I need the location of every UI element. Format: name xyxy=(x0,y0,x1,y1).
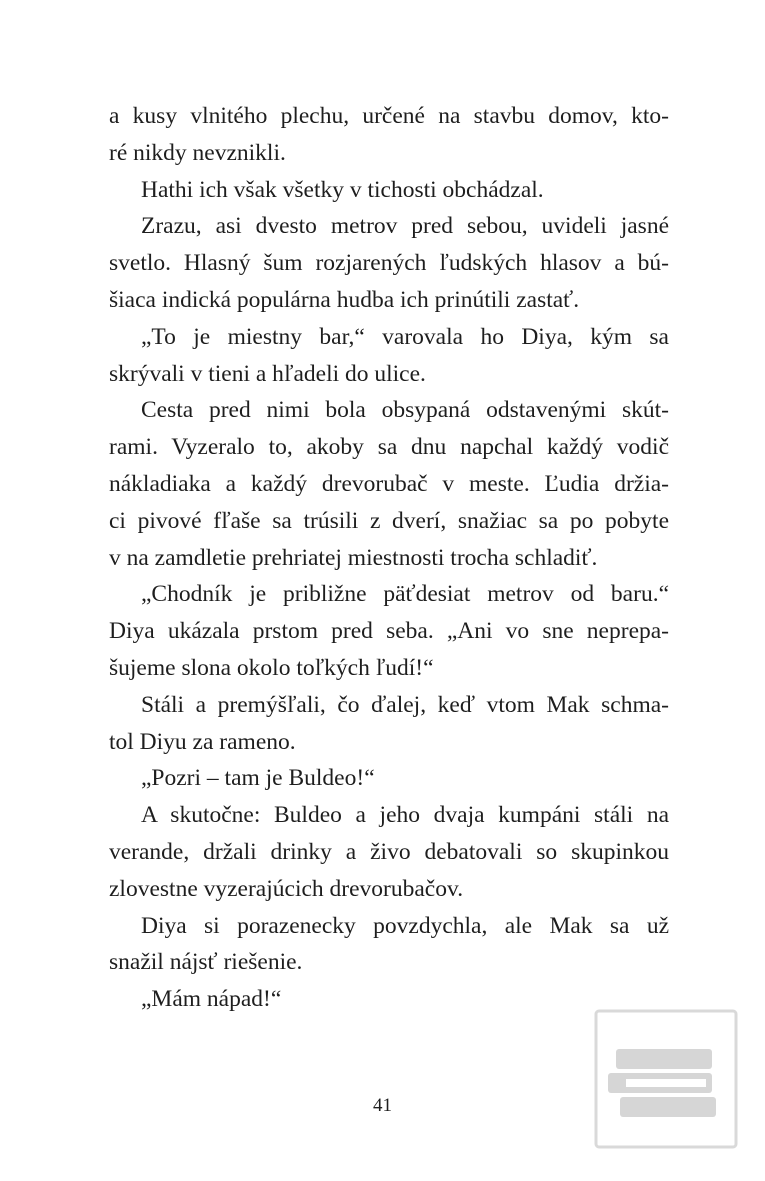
text-line: „To je miestny bar,“ varovala ho Diya, kým sa xyxy=(141,323,669,350)
text-line: zlovestne vyzerajúcich drevorubačov. xyxy=(109,875,464,902)
text-line: Stáli a premýšľali, čo ďalej, keď vtom Mak schma- xyxy=(141,691,669,718)
text-line: nákladiaka a každý drevorubač v meste. Ľudia držia- xyxy=(109,470,669,497)
stacked-books-icon xyxy=(594,1009,738,1149)
text-line: Hathi ich však všetky v tichosti obchádzal. xyxy=(141,176,544,203)
text-line: šiaca indická populárna hudba ich prinútili zastať. xyxy=(109,286,580,313)
body-text xyxy=(109,98,669,1018)
text-line: v na zamdletie prehriatej miestnosti trocha schladiť. xyxy=(109,544,598,571)
text-line: Zrazu, asi dvesto metrov pred sebou, uvideli jasné xyxy=(141,213,669,240)
text-line: „Pozri – tam je Buldeo!“ xyxy=(141,765,375,792)
text-line: snažil nájsť riešenie. xyxy=(109,949,303,976)
text-line: tol Diyu za rameno. xyxy=(109,728,296,755)
text-line: rami. Vyzeralo to, akoby sa dnu napchal každý vodič xyxy=(109,434,669,461)
text-line: „Chodník je približne päťdesiat metrov od baru.“ xyxy=(141,581,669,608)
text-line: a kusy vlnitého plechu, určené na stavbu domov, kto- xyxy=(109,103,669,129)
text-line: ci pivové fľaše sa trúsili z dverí, snažiac sa po pobyte xyxy=(109,507,669,534)
text-line: Cesta pred nimi bola obsypaná odstavenými skút- xyxy=(141,397,669,424)
text-line: svetlo. Hlasný šum rozjarených ľudských hlasov a bú- xyxy=(109,250,669,277)
text-line: ré nikdy nevznikli. xyxy=(109,139,286,166)
page-number: 41 xyxy=(373,1095,392,1116)
text-line: Diya ukázala prstom pred seba. „Ani vo sne neprepa- xyxy=(109,618,669,645)
text-line: Diya si porazenecky povzdychla, ale Mak sa už xyxy=(141,912,669,939)
text-line: šujeme slona okolo toľkých ľudí!“ xyxy=(109,654,434,681)
text-line: A skutočne: Buldeo a jeho dvaja kumpáni stáli na xyxy=(141,802,669,829)
text-line: „Mám nápad!“ xyxy=(141,986,282,1013)
text-line: verande, držali drinky a živo debatovali so skupinkou xyxy=(109,838,669,865)
text-line: skrývali v tieni a hľadeli do ulice. xyxy=(109,360,426,387)
